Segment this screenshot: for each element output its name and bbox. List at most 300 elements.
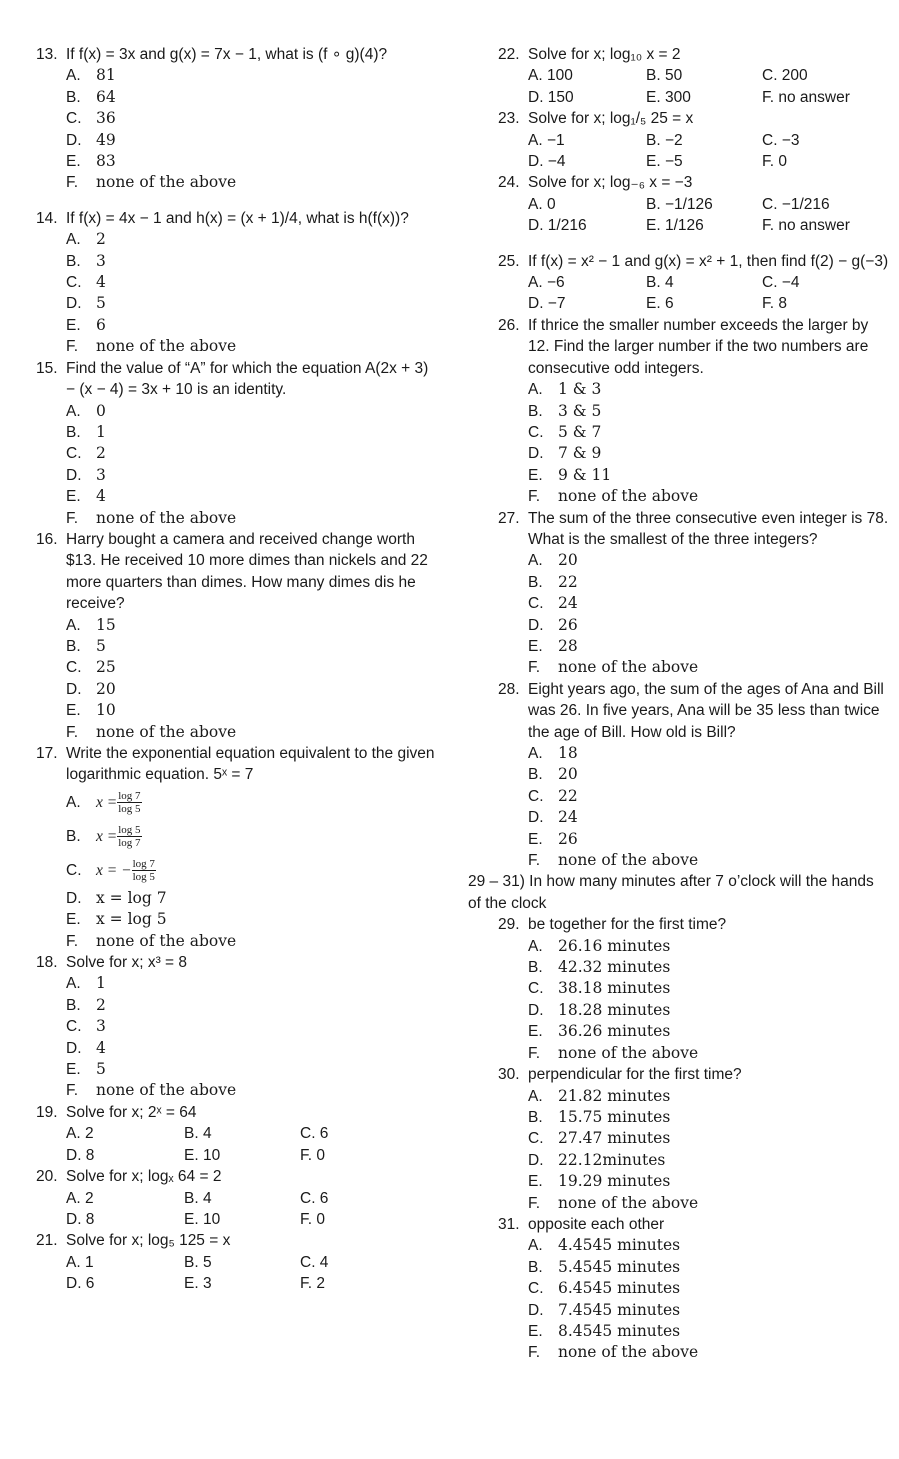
option-letter: A.	[528, 937, 543, 955]
option-letter: D.	[528, 809, 544, 827]
answer-option	[36, 151, 436, 172]
question-stem	[36, 1230, 436, 1251]
option-text: 2	[96, 995, 106, 1014]
clock-questions	[470, 914, 890, 1364]
question-21	[36, 1230, 436, 1294]
question-stem	[498, 108, 890, 129]
option-letter: A.	[528, 381, 543, 399]
question-stem	[498, 1214, 890, 1235]
option-text: 0	[96, 401, 106, 420]
option-text: 10	[96, 701, 116, 720]
answer-option	[498, 1257, 890, 1278]
question-16	[36, 529, 436, 743]
answer-option	[36, 636, 436, 657]
answer-option	[498, 764, 890, 785]
option-text: 5	[96, 294, 106, 313]
answer-option: E. 10	[184, 1210, 221, 1228]
answer-option	[36, 995, 436, 1016]
answer-option	[36, 465, 436, 486]
question-number: 23.	[498, 110, 520, 128]
option-letter: A.	[66, 616, 81, 634]
answer-option: A. −1	[528, 131, 565, 149]
option-text: 5.4545 minutes	[558, 1257, 681, 1276]
question-14	[36, 208, 436, 358]
answer-option: A. 1	[66, 1253, 94, 1271]
fraction-numerator: log 5	[118, 824, 141, 837]
option-letter: F.	[528, 852, 541, 870]
answer-option: F. 8	[762, 295, 787, 313]
answer-option	[498, 829, 890, 850]
question-number: 16.	[36, 530, 58, 548]
option-text: 26	[558, 829, 578, 848]
option-letter: D.	[528, 1151, 544, 1169]
option-letter: A.	[528, 552, 543, 570]
answer-option	[498, 1321, 890, 1342]
answer-option	[498, 1300, 890, 1321]
option-text: 1	[96, 974, 106, 993]
option-text: none of the above	[96, 173, 237, 192]
option-letter: C.	[528, 980, 544, 998]
question-stem	[498, 914, 890, 935]
answer-option	[498, 1342, 890, 1363]
question-text: Find the value of “A” for which the equation A(2x + 3) − (x − 4) = 3x + 10 is an identity.	[66, 359, 429, 399]
option-letter: E.	[528, 1023, 543, 1041]
question-text: be together for the first time?	[528, 916, 727, 934]
answer-option: E. 1/126	[646, 217, 704, 235]
question-text: opposite each other	[528, 1215, 665, 1233]
answer-option-row	[36, 1188, 436, 1209]
option-letter: D.	[528, 1001, 544, 1019]
option-letter: F.	[528, 1344, 541, 1362]
fraction-option	[36, 854, 436, 888]
option-letter: C.	[66, 445, 82, 463]
option-text: none of the above	[558, 851, 699, 870]
option-letter: F.	[528, 1194, 541, 1212]
answer-option	[36, 888, 436, 909]
answer-option	[498, 1107, 890, 1128]
answer-option	[36, 443, 436, 464]
question-number: 24.	[498, 174, 520, 192]
answer-option-row	[498, 215, 890, 236]
question-number: 26.	[498, 316, 520, 334]
question-number: 22.	[498, 46, 520, 63]
option-letter: A.	[66, 794, 81, 812]
question-number: 15.	[36, 359, 58, 377]
answer-option-row	[36, 1123, 436, 1144]
option-text: none of the above	[96, 931, 237, 950]
option-letter: E.	[528, 466, 543, 484]
answer-option	[36, 87, 436, 108]
answer-option	[498, 978, 890, 999]
option-letter: E.	[528, 830, 543, 848]
option-text: 5	[96, 636, 106, 655]
question-number: 27.	[498, 509, 520, 527]
question-text: Solve for x; x³ = 8	[66, 954, 188, 972]
option-letter: B.	[66, 252, 81, 270]
answer-option-row	[498, 272, 890, 293]
option-text: none of the above	[96, 1081, 237, 1100]
question-stem	[498, 315, 890, 379]
answer-option	[498, 379, 890, 400]
option-letter: A.	[66, 975, 81, 993]
option-letter: E.	[66, 488, 81, 506]
option-text: none of the above	[558, 658, 699, 677]
question-number: 18.	[36, 954, 58, 972]
option-letter: B.	[528, 402, 543, 420]
fraction	[117, 824, 141, 849]
option-letter: D.	[66, 1039, 82, 1057]
fraction-numerator: log 7	[132, 858, 155, 871]
answer-option	[498, 593, 890, 614]
question-number: 21.	[36, 1232, 58, 1250]
option-text: 18	[558, 744, 578, 762]
question-text: Solve for x; logₓ 64 = 2	[66, 1168, 222, 1186]
option-letter: B.	[528, 766, 543, 784]
spacer	[498, 237, 890, 251]
question-23	[498, 108, 890, 172]
option-letter: D.	[66, 131, 82, 149]
answer-option: C. −1/216	[762, 195, 830, 213]
answer-option	[498, 957, 890, 978]
answer-option	[498, 572, 890, 593]
answer-option	[498, 936, 890, 957]
answer-option: D. −4	[528, 153, 566, 171]
answer-option-row	[36, 1273, 436, 1294]
option-text: 2	[96, 230, 106, 249]
answer-option: C. 6	[300, 1125, 329, 1143]
option-text: 49	[96, 130, 116, 149]
option-letter: A.	[66, 402, 81, 420]
answer-option-row	[498, 293, 890, 314]
answer-option	[36, 1016, 436, 1037]
option-text: 20	[96, 679, 116, 698]
option-letter: F.	[528, 488, 541, 506]
option-letter: D.	[66, 466, 82, 484]
question-stem	[498, 1064, 890, 1085]
answer-option	[498, 657, 890, 678]
answer-option: F. no answer	[762, 217, 850, 235]
question-stem	[498, 508, 890, 551]
option-letter: F.	[66, 338, 79, 356]
option-letter: A.	[528, 1087, 543, 1105]
fraction	[132, 858, 156, 883]
question-24	[498, 172, 890, 236]
answer-option	[36, 229, 436, 250]
answer-option	[36, 272, 436, 293]
answer-option	[36, 931, 436, 952]
question-text: Solve for x; log₋₆ x = −3	[528, 174, 693, 192]
question-stem	[498, 44, 890, 65]
option-text: 2	[96, 444, 106, 463]
answer-option: A. 100	[528, 67, 573, 85]
answer-option-row	[36, 1145, 436, 1166]
fraction-numerator: log 7	[118, 790, 141, 803]
answer-option	[36, 722, 436, 743]
answer-option: F. 0	[300, 1146, 325, 1164]
answer-option	[36, 508, 436, 529]
clock-intro: 29 – 31) In how many minutes after 7 o’clock will the hands of the clock	[468, 873, 874, 912]
fraction	[117, 790, 141, 815]
answer-option	[36, 679, 436, 700]
option-letter: F.	[66, 174, 79, 192]
question-text: Solve for x; log₁₀ x = 2	[528, 46, 681, 63]
answer-option	[498, 807, 890, 828]
answer-option: E. 6	[646, 295, 674, 313]
answer-option: B. 5	[184, 1253, 212, 1271]
option-prefix: x = −	[96, 862, 132, 880]
question-28	[498, 679, 890, 872]
answer-option	[36, 108, 436, 129]
question-stem	[36, 743, 436, 786]
option-text: 81	[96, 66, 116, 85]
answer-option	[36, 615, 436, 636]
option-text: 38.18 minutes	[558, 979, 671, 998]
answer-option: D. 8	[66, 1146, 95, 1164]
answer-option: B. 50	[646, 67, 683, 85]
left-column	[36, 44, 436, 1295]
answer-option-row	[498, 65, 890, 86]
answer-option	[36, 251, 436, 272]
question-text: If f(x) = x² − 1 and g(x) = x² + 1, then find f(2) − g(−3)	[528, 252, 889, 270]
answer-option: D. 8	[66, 1210, 95, 1228]
question-text: If f(x) = 3x and g(x) = 7x − 1, what is (f ∘ g)(4)?	[66, 46, 388, 63]
spacer	[36, 194, 436, 208]
option-text: 26	[558, 615, 578, 634]
answer-option-row	[498, 87, 890, 108]
option-letter: D.	[528, 616, 544, 634]
option-letter: D.	[66, 295, 82, 313]
answer-option	[36, 1038, 436, 1059]
answer-option	[498, 615, 890, 636]
right-column	[470, 44, 890, 1364]
option-text: none of the above	[96, 722, 237, 741]
option-letter: D.	[528, 1301, 544, 1319]
option-text: none of the above	[558, 1343, 699, 1362]
option-text: 4.4545 minutes	[558, 1236, 681, 1255]
answer-option	[36, 657, 436, 678]
question-number: 25.	[498, 252, 520, 270]
option-text: 22.12minutes	[558, 1150, 666, 1169]
option-text: 5 & 7	[558, 422, 602, 441]
answer-option	[36, 973, 436, 994]
option-letter: C.	[528, 595, 544, 613]
answer-option: E. 3	[184, 1275, 212, 1293]
question-stem	[36, 358, 436, 401]
question-number: 17.	[36, 745, 58, 762]
answer-option: B. 4	[184, 1189, 212, 1207]
question-stem	[36, 1102, 436, 1123]
option-letter: B.	[528, 573, 543, 591]
question-stem	[498, 679, 890, 743]
option-text: 8.4545 minutes	[558, 1321, 681, 1340]
answer-option	[498, 550, 890, 571]
answer-option-row	[498, 194, 890, 215]
option-letter: B.	[66, 637, 81, 655]
question-text: If f(x) = 4x − 1 and h(x) = (x + 1)/4, what is h(f(x))?	[66, 209, 409, 227]
question-15	[36, 358, 436, 529]
answer-option	[498, 1128, 890, 1149]
option-text: 27.47 minutes	[558, 1129, 671, 1148]
fraction-denominator: log 5	[118, 803, 141, 816]
option-prefix: x =	[96, 828, 118, 846]
question-stem	[36, 208, 436, 229]
answer-option: B. 4	[646, 274, 674, 292]
question-stem	[36, 952, 436, 973]
answer-option: F. 0	[300, 1210, 325, 1228]
answer-option	[498, 443, 890, 464]
answer-option	[498, 422, 890, 443]
question-stem	[498, 251, 890, 272]
answer-option-row	[36, 1252, 436, 1273]
option-letter: B.	[528, 1258, 543, 1276]
option-text: 22	[558, 572, 578, 591]
option-letter: F.	[528, 1044, 541, 1062]
answer-option: D. −7	[528, 295, 566, 313]
option-letter: E.	[528, 1322, 543, 1340]
option-text: 24	[558, 808, 578, 827]
option-text: 4	[96, 273, 106, 292]
option-text: 4	[96, 487, 106, 506]
question-25	[498, 251, 890, 315]
question-number: 19.	[36, 1103, 58, 1121]
option-letter: A.	[66, 67, 81, 85]
answer-option: C. 4	[300, 1253, 329, 1271]
answer-option	[36, 1059, 436, 1080]
fraction-option	[36, 786, 436, 820]
answer-option	[498, 850, 890, 871]
answer-option: A. 0	[528, 195, 556, 213]
answer-option	[498, 486, 890, 507]
option-text: 15	[96, 615, 116, 634]
answer-option: C. 200	[762, 67, 808, 85]
option-text: 21.82 minutes	[558, 1086, 671, 1105]
answer-option: A. 2	[66, 1125, 94, 1143]
option-letter: E.	[66, 153, 81, 171]
option-letter: B.	[66, 423, 81, 441]
option-letter: C.	[66, 110, 82, 128]
option-text: 3	[96, 1017, 106, 1036]
option-letter: E.	[66, 316, 81, 334]
option-text: 22	[558, 786, 578, 805]
option-text: x = log 5	[96, 910, 167, 929]
question-stem	[36, 44, 436, 65]
option-text: 24	[558, 594, 578, 613]
option-letter: A.	[66, 231, 81, 249]
question-text: Solve for x; log₁/₅ 25 = x	[528, 110, 694, 128]
question-31	[498, 1214, 890, 1364]
answer-option: A. 2	[66, 1189, 94, 1207]
question-text: Solve for x; 2ˣ = 64	[66, 1103, 197, 1121]
answer-option	[36, 130, 436, 151]
answer-option	[498, 1278, 890, 1299]
option-letter: E.	[66, 911, 81, 929]
answer-option: C. −3	[762, 131, 800, 149]
answer-option	[36, 700, 436, 721]
answer-option: A. −6	[528, 274, 565, 292]
question-19	[36, 1102, 436, 1166]
option-letter: A.	[528, 1237, 543, 1255]
option-letter: B.	[528, 1108, 543, 1126]
answer-option	[498, 401, 890, 422]
option-text: 36	[96, 109, 116, 128]
option-letter: D.	[66, 680, 82, 698]
answer-option	[36, 293, 436, 314]
question-29	[498, 914, 890, 1064]
option-text: none of the above	[558, 1193, 699, 1212]
answer-option-row	[498, 130, 890, 151]
answer-option	[498, 743, 890, 764]
option-letter: B.	[66, 996, 81, 1014]
question-number: 31.	[498, 1215, 520, 1233]
option-letter: F.	[66, 932, 79, 950]
option-text: none of the above	[96, 508, 237, 527]
answer-option	[498, 1193, 890, 1214]
answer-option	[36, 336, 436, 357]
answer-option: E. 300	[646, 88, 691, 106]
answer-option-row	[36, 1209, 436, 1230]
option-text: 7 & 9	[558, 444, 602, 463]
option-letter: B.	[528, 959, 543, 977]
answer-option	[36, 422, 436, 443]
answer-option-row	[498, 151, 890, 172]
option-letter: A.	[528, 745, 543, 762]
answer-option: C. 6	[300, 1189, 329, 1207]
question-number: 13.	[36, 46, 58, 63]
right-inner	[470, 44, 890, 871]
option-text: 4	[96, 1038, 106, 1057]
option-text: x = log 7	[96, 888, 167, 907]
question-number: 20.	[36, 1168, 58, 1186]
option-text: 6.4545 minutes	[558, 1279, 681, 1298]
answer-option	[498, 786, 890, 807]
option-prefix: x =	[96, 794, 118, 812]
option-letter: C.	[528, 1280, 544, 1298]
answer-option	[36, 315, 436, 336]
option-text: 28	[558, 636, 578, 655]
answer-option: B. 4	[184, 1125, 212, 1143]
option-text: none of the above	[558, 487, 699, 506]
question-stem	[498, 172, 890, 193]
option-letter: F.	[66, 723, 79, 741]
answer-option: E. 10	[184, 1146, 221, 1164]
answer-option	[498, 1021, 890, 1042]
question-number: 29.	[498, 916, 520, 934]
option-letter: C.	[528, 787, 544, 805]
option-letter: C.	[66, 1018, 82, 1036]
option-text: 18.28 minutes	[558, 1000, 671, 1019]
option-text: 42.32 minutes	[558, 958, 671, 977]
question-stem	[36, 529, 436, 615]
question-27	[498, 508, 890, 679]
answer-option: F. 2	[300, 1275, 325, 1293]
answer-option	[498, 1086, 890, 1107]
option-text: none of the above	[558, 1043, 699, 1062]
option-text: 3	[96, 465, 106, 484]
question-text: If thrice the smaller number exceeds the larger by 12. Find the larger number if the two numbers are consecutive odd integers.	[528, 316, 869, 377]
option-letter: E.	[66, 702, 81, 720]
option-letter: D.	[66, 889, 82, 907]
option-text: 15.75 minutes	[558, 1107, 671, 1126]
option-text: none of the above	[96, 337, 237, 356]
question-stem	[36, 1166, 436, 1187]
answer-option	[498, 1150, 890, 1171]
option-letter: F.	[528, 659, 541, 677]
answer-option	[498, 1043, 890, 1064]
question-text: The sum of the three consecutive even integer is 78. What is the smallest of the three integers?	[528, 509, 889, 548]
answer-option	[498, 636, 890, 657]
answer-option	[498, 1235, 890, 1256]
option-text: 6	[96, 315, 106, 334]
